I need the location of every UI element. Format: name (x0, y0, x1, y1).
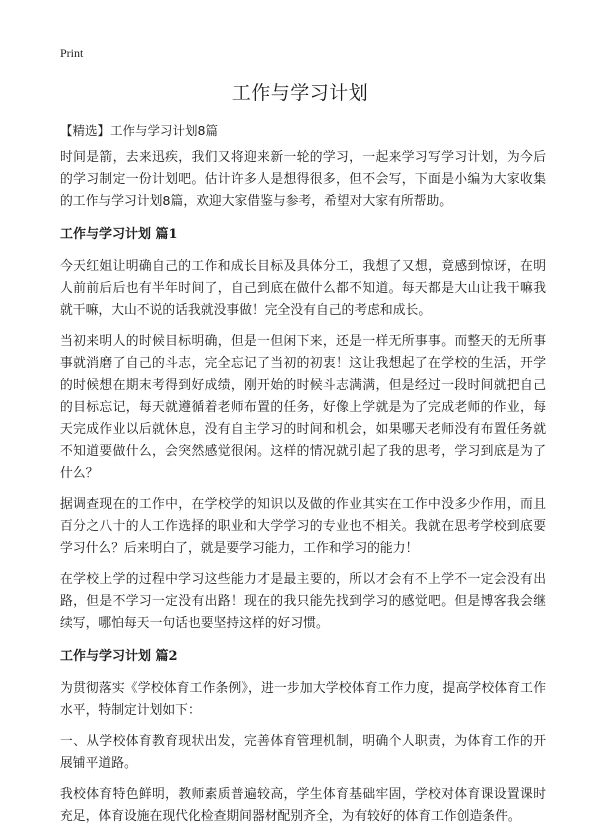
section-1-paragraph: 在学校上学的过程中学习这些能力才是最主要的，所以才会有不上学不一定会没有出路，但是不学习一定没有出路！现在的我只能先找到学习的感觉吧。但是博客我会继续写，哪怕每天一句话也要坚持这样的好习惯。 (60, 572, 546, 631)
print-link[interactable]: Print (60, 46, 84, 60)
section-heading-1: 工作与学习计划 篇1 (60, 227, 178, 242)
section-1-paragraph: 今天红姐让明确自己的工作和成长目标及具体分工，我想了又想，竟感到惊讶，在明人前前后后也有半年时间了，自己到底在做什么都不知道。每天都是大山让我干嘛我就干嘛，大山不说的话我就没事做！完全没有自己的考虑和成长。 (60, 259, 546, 318)
section-1-paragraph: 当初来明人的时候目标明确，但是一但闲下来，还是一样无所事事。而整天的无所事事就消磨了自己的斗志，完全忘记了当初的初衷！这让我想起了在学校的生活，开学的时候想在期末考得到好成绩，刚开始的时候斗志满满，但是经过一段时间就把自己的目标忘记，每天就遵循着老师布置的任务，好像上学就是为了完成老师的作业，每天完成作业以后就休息，没有自主学习的时间和机会，如果哪天老师没有布置任务就不知道要做什么，会突然感觉很闲。这样的情况就引起了我的思考，学习到底是为了什么？ (60, 334, 546, 481)
document-subtitle: 【精选】工作与学习计划8篇 (60, 123, 218, 138)
section-1-paragraph: 据调查现在的工作中，在学校学的知识以及做的作业其实在工作中没多少作用，而且百分之八十的人工作选择的职业和大学学习的专业也不相关。我就在思考学校到底要学习什么？后来明白了，就是要学习能力，工作和学习的能力！ (60, 497, 546, 556)
section-heading-2: 工作与学习计划 篇2 (60, 649, 178, 664)
section-2-paragraph: 我校体育特色鲜明，教师素质普遍较高，学生体育基础牢固，学校对体育课设置课时充足，体育设施在现代化检查期间器材配别齐全，为有较好的体育工作创造条件。 (60, 787, 546, 824)
intro-paragraph: 时间是箭，去来迅疾，我们又将迎来新一轮的学习，一起来学习写学习计划，为今后的学习制定一份计划吧。估计许多人是想得很多，但不会写，下面是小编为大家收集的工作与学习计划8篇，欢迎大家借鉴与参考，希望对大家有所帮助。 (60, 150, 546, 209)
document-title: 工作与学习计划 (231, 82, 369, 104)
section-2-paragraph: 一、从学校体育教育现状出发，完善体育管理机制，明确个人职责，为体育工作的开展铺平道路。 (60, 734, 546, 771)
section-2-paragraph: 为贯彻落实《学校体育工作条例》，进一步加大学校体育工作力度，提高学校体育工作水平，特制定计划如下： (60, 681, 546, 718)
document-content (60, 147, 546, 837)
